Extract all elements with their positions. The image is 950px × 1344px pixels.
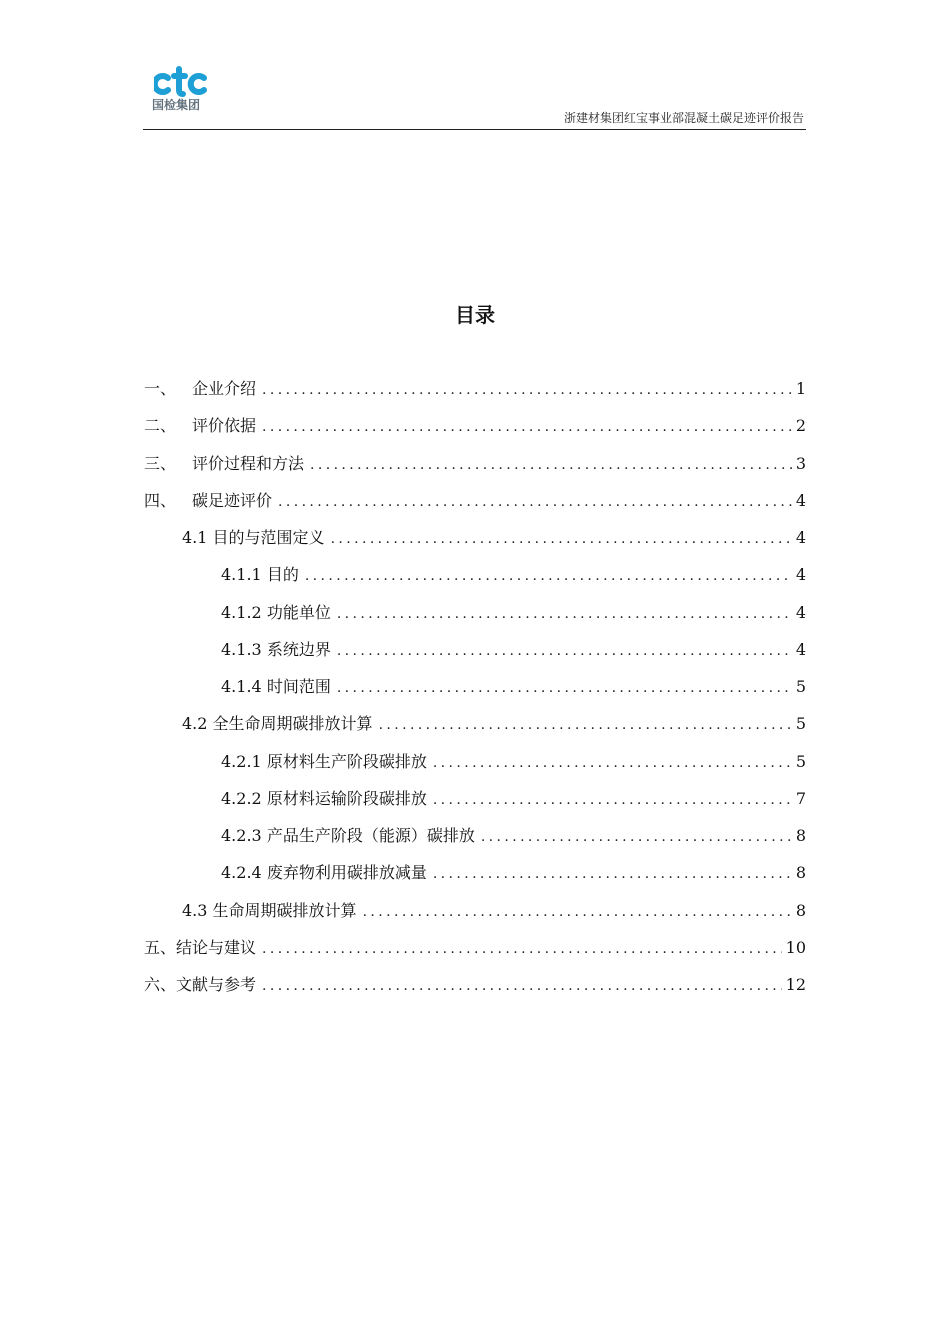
toc-entry-number: 二、 (144, 416, 177, 436)
ctc-logo-icon (154, 66, 212, 98)
toc-entry-number: 4.2.4 (221, 863, 262, 883)
toc-entry-number: 五、 (144, 937, 177, 957)
report-header-title: 浙建材集团红宝事业部混凝土碳足迹评价报告 (563, 111, 804, 125)
toc-dot-leader (310, 452, 792, 478)
toc-entry-label: 系统边界 (266, 639, 331, 659)
toc-entry-page: 3 (795, 453, 806, 473)
toc-entry-page: 5 (795, 751, 806, 771)
toc-entry-page: 8 (795, 863, 806, 883)
header-divider (143, 129, 806, 130)
toc-entry-label: 目的与范围定义 (212, 528, 325, 547)
toc-dot-leader (433, 750, 792, 776)
toc-entry-page: 4 (795, 602, 806, 622)
toc-entry-label: 产品生产阶段（能源）碳排放 (266, 826, 475, 845)
toc-entry-label: 生命周期碳排放计算 (212, 900, 357, 920)
toc-entry[interactable] (144, 488, 806, 525)
toc-entry-label: 结论与建议 (176, 937, 257, 957)
toc-entry-number: 一、 (144, 379, 177, 398)
toc-entry-number: 4.1.3 (221, 639, 262, 659)
toc-entry[interactable] (144, 637, 806, 674)
toc-entry-label: 原材料运输阶段碳排放 (266, 788, 427, 808)
toc-entry[interactable] (144, 898, 806, 935)
toc-entry-label: 评价过程和方法 (192, 453, 305, 473)
toc-entry-label: 目的 (266, 565, 299, 585)
toc-dot-leader (262, 377, 792, 403)
toc-entry[interactable] (144, 376, 806, 413)
toc-entry-label: 全生命周期碳排放计算 (212, 714, 373, 734)
toc-entry[interactable] (144, 972, 806, 1009)
toc-entry-page: 8 (795, 900, 806, 920)
toc-entry-label: 功能单位 (266, 602, 331, 622)
toc-entry-label: 原材料生产阶段碳排放 (266, 751, 427, 771)
toc-dot-leader (278, 489, 792, 515)
toc-entry[interactable] (144, 674, 806, 711)
toc-entry-label: 废弃物利用碳排放减量 (266, 863, 427, 883)
toc-entry-page: 4 (795, 490, 806, 510)
toc-entry-page: 4 (795, 639, 806, 659)
toc-entry[interactable] (144, 413, 806, 450)
toc-dot-leader (337, 675, 792, 701)
logo-text: 国检集团 (152, 98, 201, 112)
toc-entry[interactable] (144, 711, 806, 748)
table-of-contents (144, 376, 806, 1009)
toc-title: 目录 (455, 303, 495, 327)
toc-dot-leader (337, 601, 792, 627)
toc-entry-page: 1 (795, 379, 806, 398)
toc-entry-page: 12 (785, 975, 806, 994)
toc-dot-leader (337, 638, 792, 664)
toc-entry[interactable] (144, 786, 806, 823)
toc-entry-number: 4.1.2 (221, 602, 262, 622)
toc-dot-leader (379, 712, 792, 738)
toc-dot-leader (433, 787, 792, 813)
toc-entry[interactable] (144, 935, 806, 972)
toc-entry-page: 4 (795, 528, 806, 547)
toc-entry-label: 时间范围 (266, 677, 331, 696)
toc-entry[interactable] (144, 823, 806, 860)
toc-entry-page: 5 (795, 714, 806, 734)
toc-entry[interactable] (144, 525, 806, 562)
ctc-logo (152, 66, 222, 116)
toc-dot-leader (481, 824, 792, 850)
toc-dot-leader (262, 414, 792, 440)
toc-entry[interactable] (144, 600, 806, 637)
toc-dot-leader (262, 973, 782, 999)
toc-entry-label: 企业介绍 (192, 379, 257, 398)
toc-entry-label: 评价依据 (192, 416, 257, 436)
toc-dot-leader (305, 563, 792, 589)
toc-entry-number: 4.1 (182, 528, 208, 547)
toc-dot-leader (433, 861, 792, 887)
toc-entry-number: 六、 (144, 975, 177, 994)
toc-entry[interactable] (144, 451, 806, 488)
toc-entry[interactable] (144, 562, 806, 599)
toc-dot-leader (262, 936, 782, 962)
toc-dot-leader (363, 899, 792, 925)
toc-entry-page: 4 (795, 565, 806, 585)
toc-entry[interactable] (144, 749, 806, 786)
toc-entry-number: 4.1.1 (221, 565, 262, 585)
toc-entry-number: 4.2.1 (221, 751, 262, 771)
toc-entry-number: 4.2.3 (221, 826, 262, 845)
toc-entry-number: 4.1.4 (221, 677, 262, 696)
toc-entry-number: 四、 (144, 490, 177, 510)
toc-entry-page: 2 (795, 416, 806, 436)
toc-entry-label: 碳足迹评价 (192, 490, 273, 510)
toc-entry-page: 8 (795, 826, 806, 845)
toc-entry[interactable] (144, 860, 806, 897)
toc-entry-number: 4.2.2 (221, 788, 262, 808)
toc-entry-number: 4.3 (182, 900, 208, 920)
toc-entry-page: 7 (795, 788, 806, 808)
toc-entry-page: 5 (795, 677, 806, 696)
toc-entry-page: 10 (785, 937, 806, 957)
toc-dot-leader (331, 526, 792, 552)
toc-entry-label: 文献与参考 (176, 975, 257, 994)
toc-entry-number: 三、 (144, 453, 177, 473)
toc-entry-number: 4.2 (182, 714, 208, 734)
